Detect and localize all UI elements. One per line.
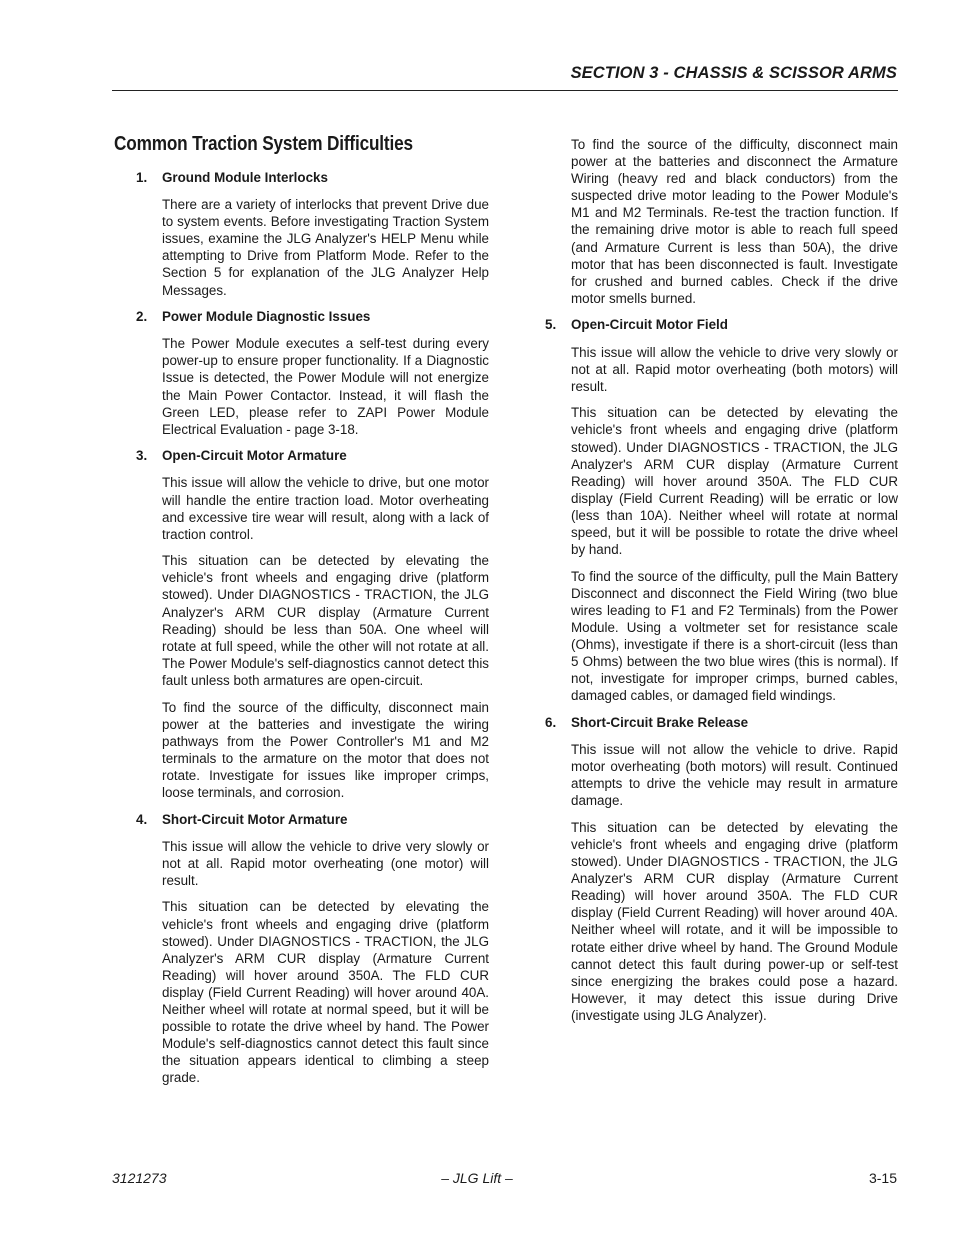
footer-brand: – JLG Lift –: [441, 1170, 513, 1186]
body-paragraph: This situation can be detected by elevating the vehicle's front wheels and engaging drive (platform stowed). Under DIAGNOSTICS - TRACTION, the JLG Analyzer's ARM CUR display (Armature Current Reading) should be less than 50A. One wheel will rotate at full speed, while the other will not rotate at all. The Power Module's self-diagnostics cannot detect this fault unless both armatures are open-circuit.: [162, 553, 489, 688]
item-heading: [545, 316, 898, 333]
item-title: Open-Circuit Motor Armature: [162, 448, 347, 464]
item-number: 1.: [136, 170, 148, 185]
section-header-title: SECTION 3 - CHASSIS & SCISSOR ARMS: [570, 64, 897, 82]
item-title: Ground Module Interlocks: [162, 170, 328, 185]
list-item: [136, 169, 489, 299]
item-heading: [545, 714, 898, 731]
body-paragraph: This issue will not allow the vehicle to drive. Rapid motor overheating (both motors) will result. Continued attempts to drive the vehicle may result in armature damage.: [571, 742, 898, 809]
body-paragraph: To find the source of the difficulty, disconnect main power at the batteries and disconnect the Armature Wiring (heavy red and black conductors) from the suspected drive motor leading to the Power Module's M1 and M2 Terminals. Re-test the traction function. If the remaining drive motor is able to reach full speed (and Armature Current is less than 50A), the drive motor that has been disconnected is fault. Investigate for crushed and burned cables. Check if the drive motor smells burned.: [571, 137, 898, 306]
page-number: 3-15: [868, 1170, 897, 1186]
body-paragraph: This issue will allow the vehicle to drive very slowly or not at all. Rapid motor overheating (one motor) will result.: [162, 838, 489, 888]
item-number: 3.: [136, 448, 148, 464]
body-paragraph: This situation can be detected by elevating the vehicle's front wheels and engaging drive (platform stowed). Under DIAGNOSTICS - TRACTION, the JLG Analyzer's ARM CUR display (Armature Current Reading) will hover around 350A. The FLD CUR display (Field Current Reading) will be erratic or low (less than 10A). Neither wheel will rotate at normal speed, but it will be possible to rotate the drive wheel by hand.: [571, 405, 898, 558]
item-number: 6.: [545, 714, 557, 730]
body-paragraph: There are a variety of interlocks that prevent Drive due to system events. Before investigating Traction System issues, examine the JLG Analyzer's HELP Menu while attempting to Drive from Platform Mode. Refer to the Section 5 for explanation of the JLG Analyzer Help Messages.: [162, 197, 489, 298]
list-item: [136, 308, 489, 438]
item-number: 4.: [136, 811, 148, 827]
right-column: [545, 136, 898, 1034]
list-item: [136, 447, 489, 801]
page-title: Common Traction System Difficulties: [114, 133, 413, 155]
item-title: Short-Circuit Brake Release: [571, 714, 749, 730]
item-heading: [136, 308, 489, 325]
header-divider: [112, 90, 898, 91]
document-number: 3121273: [112, 1170, 167, 1186]
body-paragraph: This situation can be detected by elevating the vehicle's front wheels and engaging drive (platform stowed). Under DIAGNOSTICS - TRACTION, the JLG Analyzer's ARM CUR display (Armature Current Reading) will hover around 350A. The FLD CUR display (Field Current Reading) will hover around 40A. Neither wheel will rotate at normal speed, but it will be possible to rotate the drive wheel by hand. The Power Module's self-diagnostics cannot detect this fault since the situation appears identical to climbing a steep grade.: [162, 899, 489, 1086]
item-heading: [136, 811, 489, 828]
list-item: [545, 714, 898, 1024]
list-item: [545, 316, 898, 704]
body-paragraph: This situation can be detected by elevating the vehicle's front wheels and engaging drive (platform stowed). Under DIAGNOSTICS - TRACTION, the JLG Analyzer's ARM CUR display (Armature Current Reading) will hover around 350A. The FLD CUR display (Field Current Reading) will hover around 40A. Neither wheel will rotate, and it will be impossible to rotate either drive wheel by hand. The Ground Module cannot detect this fault during power-up or self-test since energizing the brakes could pose a hazard. However, it may detect this issue during Drive (investigate using JLG Analyzer).: [571, 819, 898, 1023]
item-title: Power Module Diagnostic Issues: [162, 309, 371, 325]
body-paragraph: The Power Module executes a self-test during every power-up to ensure proper functionality. If a Diagnostic Issue is detected, the Power Module will not energize the Main Power Contactor. Instead, it will flash the Green LED, please refer to ZAPI Power Module Electrical Evaluation - page 3-18.: [162, 336, 489, 437]
body-paragraph: To find the source of the difficulty, pull the Main Battery Disconnect and disconnect the Field Wiring (two blue wires leading to F1 and F2 Terminals) from the Power Module. Using a voltmeter set for resistance scale (Ohms), investigate if there is a short-circuit (less than 5 Ohms) between the two blue wires (this is normal). If not, investigate for improper crimps, burned cables, damaged cables, or damaged field windings.: [571, 568, 898, 704]
body-paragraph: This issue will allow the vehicle to drive very slowly or not at all. Rapid motor overheating (both motors) will result.: [571, 344, 898, 394]
list-item: [136, 811, 489, 1087]
item-number: 2.: [136, 309, 148, 325]
list-item: [545, 136, 898, 307]
item-title: Short-Circuit Motor Armature: [162, 811, 348, 827]
left-column: [136, 169, 489, 1096]
body-paragraph: This issue will allow the vehicle to drive, but one motor will handle the entire traction load. Motor overheating and excessive tire wear will result, along with a lack of traction control.: [162, 475, 489, 542]
item-heading: [136, 447, 489, 464]
item-title: Open-Circuit Motor Field: [571, 317, 728, 333]
body-paragraph: To find the source of the difficulty, disconnect main power at the batteries and investigate the wiring pathways from the Power Controller's M1 and M2 terminals to the armature on the motor that does not rotate. Investigate for issues like improper crimps, loose terminals, and corrosion.: [162, 699, 489, 800]
item-number: 5.: [545, 317, 557, 333]
item-heading: [136, 169, 489, 186]
